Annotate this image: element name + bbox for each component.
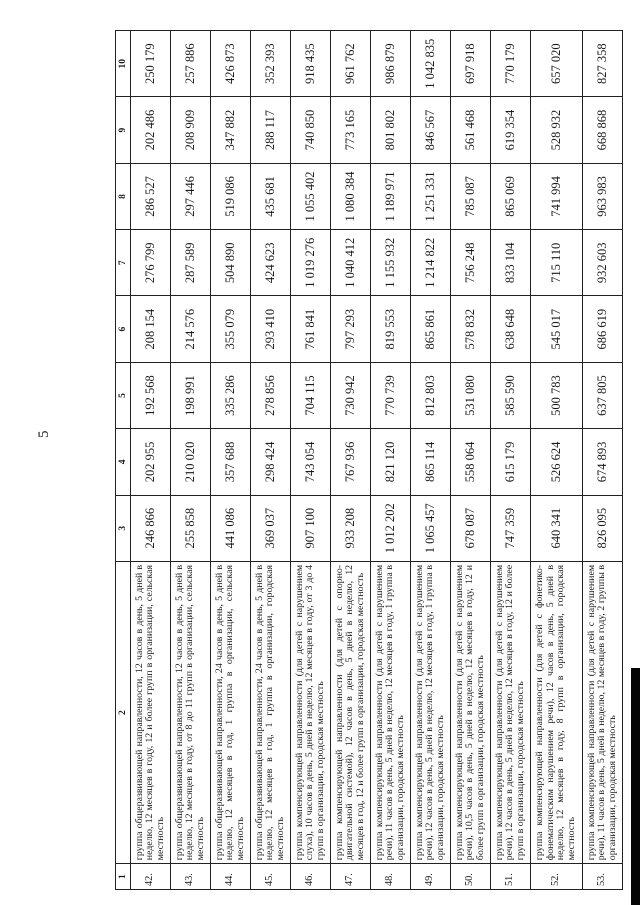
value-cell: 865 069 [490, 163, 530, 229]
value-cell: 865 861 [410, 296, 450, 362]
row-number: 48. [370, 864, 410, 890]
value-cell: 202 955 [131, 429, 171, 495]
value-cell: 519 086 [210, 163, 250, 229]
value-cell: 293 410 [250, 296, 290, 362]
value-cell: 1 065 457 [410, 495, 450, 561]
value-cell: 287 589 [170, 230, 210, 296]
value-cell: 638 648 [490, 296, 530, 362]
value-cell: 785 087 [450, 163, 490, 229]
value-cell: 257 886 [170, 31, 210, 97]
value-cell: 355 079 [210, 296, 250, 362]
value-cell: 1 155 932 [370, 230, 410, 296]
value-cell: 297 446 [170, 163, 210, 229]
value-cell: 801 802 [370, 97, 410, 163]
value-cell: 961 762 [330, 31, 370, 97]
column-number: 6 [116, 296, 131, 362]
value-cell: 674 893 [582, 429, 622, 495]
value-cell: 619 354 [490, 97, 530, 163]
row-description: группа компенсирующей направленности (для детей с нарушением речи), 11 часов в день, 5 дней в неделю, 12 месяцев в году, 1 группа в организации, городская местность [370, 561, 410, 863]
value-cell: 504 890 [210, 230, 250, 296]
value-cell: 767 936 [330, 429, 370, 495]
row-number: 46. [290, 864, 330, 890]
value-cell: 545 017 [530, 296, 582, 362]
table-row [370, 31, 410, 890]
value-cell: 1 019 276 [290, 230, 330, 296]
row-number: 44. [210, 864, 250, 890]
value-cell: 657 020 [530, 31, 582, 97]
value-cell: 756 248 [450, 230, 490, 296]
value-cell: 585 590 [490, 362, 530, 428]
row-description: группа общеразвивающей направленности, 12 часов в день, 5 дней в неделю, 12 месяцев в году, 12 и более групп в организации, сельская местность [131, 561, 171, 863]
value-cell: 441 086 [210, 495, 250, 561]
table-row [410, 31, 450, 890]
value-cell: 1 055 402 [290, 163, 330, 229]
value-cell: 357 688 [210, 429, 250, 495]
value-cell: 288 117 [250, 97, 290, 163]
row-description: группа общеразвивающей направленности, 24 часов в день, 5 дней в неделю, 12 месяцев в год, 1 группа в организации, сельская местность [210, 561, 250, 863]
value-cell: 192 568 [131, 362, 171, 428]
value-cell: 740 850 [290, 97, 330, 163]
value-cell: 202 486 [131, 97, 171, 163]
value-cell: 1 189 971 [370, 163, 410, 229]
row-number: 47. [330, 864, 370, 890]
table-row [450, 31, 490, 890]
value-cell: 250 179 [131, 31, 171, 97]
column-number: 10 [116, 31, 131, 97]
value-cell: 715 110 [530, 230, 582, 296]
value-cell: 347 882 [210, 97, 250, 163]
column-number: 2 [116, 561, 131, 863]
row-description: группа компенсирующей направленности (для детей с нарушением речи), 12 часов в день, 5 дней в неделю, 12 месяцев в году, 1 группа в организации, городская местность [410, 561, 450, 863]
rotated-table-container [115, 30, 623, 890]
row-description: группа компенсирующей направленности (для детей с нарушением слуха), 10 часов в день, 5 дней в неделю, 12 месяцев в году, от 3 до 4 групп в организации, городская местность [290, 561, 330, 863]
value-cell: 286 527 [131, 163, 171, 229]
value-cell: 730 942 [330, 362, 370, 428]
value-cell: 1 042 835 [410, 31, 450, 97]
value-cell: 426 873 [210, 31, 250, 97]
value-cell: 827 358 [582, 31, 622, 97]
value-cell: 826 095 [582, 495, 622, 561]
row-number: 52. [530, 864, 582, 890]
value-cell: 1 040 412 [330, 230, 370, 296]
value-cell: 640 341 [530, 495, 582, 561]
value-cell: 246 866 [131, 495, 171, 561]
row-description: группа компенсирующей направленности (для детей с нарушением речи), 10,5 часов в день, 5 дней в неделю, 12 месяцев в году, 12 и более групп в организации, городская местность [450, 561, 490, 863]
value-cell: 743 054 [290, 429, 330, 495]
table-row [490, 31, 530, 890]
row-description: группа общеразвивающей направленности, 12 часов в день, 5 дней в неделю, 12 месяцев в году, от 8 до 11 групп в организации, сельская местность [170, 561, 210, 863]
value-cell: 932 603 [582, 230, 622, 296]
value-cell: 668 868 [582, 97, 622, 163]
row-description: группа общеразвивающей направленности, 24 часов в день, 5 дней в неделю, 12 месяцев в год, 1 группа в организации, городская местность [250, 561, 290, 863]
scan-edge-shadow [631, 668, 640, 905]
row-description: группа компенсирующей направленности (для детей с опорно-двигательной системой), 12 часов в день, 5 дней в неделю, 12 месяцев в год, 12 и более групп в организации, городская местность [330, 561, 370, 863]
value-cell: 210 020 [170, 429, 210, 495]
table-row [330, 31, 370, 890]
column-number: 4 [116, 429, 131, 495]
value-cell: 558 064 [450, 429, 490, 495]
table-row [131, 31, 171, 890]
value-cell: 761 841 [290, 296, 330, 362]
column-number: 3 [116, 495, 131, 561]
value-cell: 369 037 [250, 495, 290, 561]
column-number: 8 [116, 163, 131, 229]
row-description: группа компенсирующей направленности (для детей с нарушением речи), 12 часов в день, 5 дней в неделю, 12 месяцев в году, 12 и более групп в организации, городская местность [490, 561, 530, 863]
cost-table [115, 30, 623, 890]
table-row [290, 31, 330, 890]
value-cell: 278 856 [250, 362, 290, 428]
value-cell: 615 179 [490, 429, 530, 495]
value-cell: 678 087 [450, 495, 490, 561]
page-number: 5 [36, 430, 52, 438]
table-row [210, 31, 250, 890]
value-cell: 637 805 [582, 362, 622, 428]
row-number: 53. [582, 864, 622, 890]
value-cell: 819 553 [370, 296, 410, 362]
value-cell: 697 918 [450, 31, 490, 97]
value-cell: 531 080 [450, 362, 490, 428]
value-cell: 208 154 [131, 296, 171, 362]
value-cell: 578 832 [450, 296, 490, 362]
value-cell: 1 214 822 [410, 230, 450, 296]
table-row [582, 31, 622, 890]
value-cell: 208 909 [170, 97, 210, 163]
value-cell: 865 114 [410, 429, 450, 495]
value-cell: 1 080 384 [330, 163, 370, 229]
value-cell: 797 293 [330, 296, 370, 362]
value-cell: 352 393 [250, 31, 290, 97]
value-cell: 214 576 [170, 296, 210, 362]
value-cell: 770 739 [370, 362, 410, 428]
value-cell: 986 879 [370, 31, 410, 97]
value-cell: 846 567 [410, 97, 450, 163]
row-number: 42. [131, 864, 171, 890]
row-description: группа компенсирующей направленности (для детей с фонетико-фонематическим нарушением речи), 12 часов в день, 5 дней в неделю, 12 месяцев в году, 8 групп в организации, городская местность [530, 561, 582, 863]
value-cell: 335 286 [210, 362, 250, 428]
row-number: 51. [490, 864, 530, 890]
value-cell: 276 799 [131, 230, 171, 296]
row-number: 43. [170, 864, 210, 890]
value-cell: 561 468 [450, 97, 490, 163]
row-description: группа компенсирующей направленности (для детей с нарушением речи), 11 часов в день, 5 дней в неделю, 12 месяцев в году, 2 группы в организации, городская местность [582, 561, 622, 863]
value-cell: 741 994 [530, 163, 582, 229]
value-cell: 1 251 331 [410, 163, 450, 229]
value-cell: 500 783 [530, 362, 582, 428]
column-number: 9 [116, 97, 131, 163]
column-number-row [116, 31, 131, 890]
value-cell: 424 623 [250, 230, 290, 296]
row-number: 49. [410, 864, 450, 890]
value-cell: 933 208 [330, 495, 370, 561]
value-cell: 812 803 [410, 362, 450, 428]
value-cell: 198 991 [170, 362, 210, 428]
value-cell: 773 165 [330, 97, 370, 163]
table-row [170, 31, 210, 890]
value-cell: 686 619 [582, 296, 622, 362]
value-cell: 255 858 [170, 495, 210, 561]
value-cell: 526 624 [530, 429, 582, 495]
value-cell: 963 983 [582, 163, 622, 229]
value-cell: 1 012 202 [370, 495, 410, 561]
value-cell: 298 424 [250, 429, 290, 495]
column-number: 7 [116, 230, 131, 296]
value-cell: 704 115 [290, 362, 330, 428]
table-row [250, 31, 290, 890]
row-number: 50. [450, 864, 490, 890]
value-cell: 435 681 [250, 163, 290, 229]
value-cell: 907 100 [290, 495, 330, 561]
value-cell: 821 120 [370, 429, 410, 495]
value-cell: 747 359 [490, 495, 530, 561]
column-number: 5 [116, 362, 131, 428]
value-cell: 770 179 [490, 31, 530, 97]
value-cell: 918 435 [290, 31, 330, 97]
value-cell: 528 932 [530, 97, 582, 163]
column-number: 1 [116, 864, 131, 890]
value-cell: 833 104 [490, 230, 530, 296]
table-row [530, 31, 582, 890]
row-number: 45. [250, 864, 290, 890]
